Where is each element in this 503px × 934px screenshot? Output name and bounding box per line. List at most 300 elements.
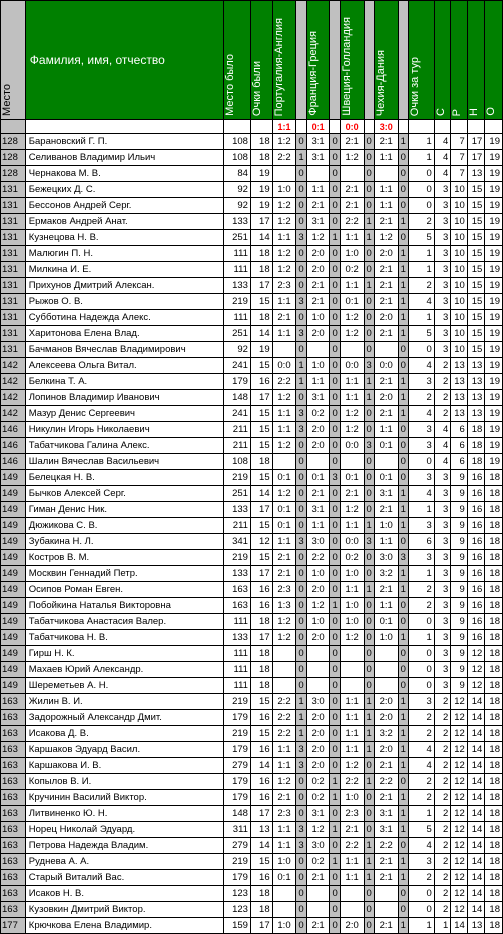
match-4-points-cell: 0	[398, 470, 408, 486]
tour-points-cell: 2	[408, 870, 434, 886]
match-2-cell: 2:1	[306, 294, 330, 310]
place-cell: 163	[1, 822, 26, 838]
n-cell: 14	[467, 854, 485, 870]
o-cell: 19	[485, 342, 503, 358]
prev-place-cell: 159	[224, 918, 251, 934]
place-cell: 163	[1, 726, 26, 742]
match-2-points-cell: 0	[330, 262, 340, 278]
match-2-points-cell: 0	[330, 534, 340, 550]
match-4-cell: 2:1	[374, 870, 398, 886]
o-cell: 19	[485, 182, 503, 198]
c-cell: 2	[434, 374, 451, 390]
prev-place-cell: 111	[224, 246, 251, 262]
match-1-result: 1:1	[272, 120, 296, 134]
prev-points-cell: 12	[250, 534, 272, 550]
n-cell: 13	[467, 918, 485, 934]
match-3-points-cell: 0	[364, 246, 374, 262]
prev-points-cell: 15	[250, 726, 272, 742]
match-3-cell: 0:2	[340, 262, 364, 278]
match-3-cell: 1:1	[340, 710, 364, 726]
name-cell: Кузовкин Дмитрий Виктор.	[25, 902, 223, 918]
match-4-points-cell: 0	[398, 438, 408, 454]
place-cell: 146	[1, 454, 26, 470]
table-row	[1, 614, 503, 630]
match-3-cell	[340, 886, 364, 902]
match-4-cell	[374, 454, 398, 470]
n-cell: 18	[467, 454, 485, 470]
match-4-cell: 1:1	[374, 182, 398, 198]
table-row	[1, 806, 503, 822]
table-row	[1, 534, 503, 550]
match-1-cell	[272, 678, 296, 694]
match-4-cell	[374, 342, 398, 358]
place-cell: 131	[1, 294, 26, 310]
match-4-points-cell: 1	[398, 294, 408, 310]
prev-points-cell: 18	[250, 902, 272, 918]
tour-points-cell: 3	[408, 470, 434, 486]
c-cell: 3	[434, 566, 451, 582]
match-3-cell: 0:0	[340, 358, 364, 374]
prev-place-cell: 179	[224, 710, 251, 726]
tour-points-cell: 4	[408, 758, 434, 774]
prev-place-cell: 219	[224, 550, 251, 566]
tour-points-cell: 4	[408, 838, 434, 854]
table-row	[1, 182, 503, 198]
r-cell: 9	[451, 502, 468, 518]
o-cell: 18	[485, 918, 503, 934]
c-cell: 2	[434, 870, 451, 886]
match-3-cell: 1:1	[340, 374, 364, 390]
match-4-cell: 3:2	[374, 566, 398, 582]
match-4-cell: 2:1	[374, 854, 398, 870]
match-4-cell: 2:1	[374, 214, 398, 230]
n-cell: 16	[467, 630, 485, 646]
match-2-cell	[306, 646, 330, 662]
table-row	[1, 742, 503, 758]
n-cell: 14	[467, 758, 485, 774]
match-4-points-cell: 0	[398, 342, 408, 358]
match-4-cell: 0:0	[374, 358, 398, 374]
r-cell: 13	[451, 358, 468, 374]
n-cell: 13	[467, 374, 485, 390]
match-1-points-cell: 1	[296, 710, 306, 726]
c-cell: 3	[434, 342, 451, 358]
prev-place-cell: 108	[224, 150, 251, 166]
o-cell: 19	[485, 294, 503, 310]
match-2-points-cell: 3	[330, 470, 340, 486]
tour-points-cell: 3	[408, 550, 434, 566]
prev-place-cell: 179	[224, 774, 251, 790]
table-row	[1, 582, 503, 598]
o-cell: 18	[485, 774, 503, 790]
match-4-cell: 1:1	[374, 534, 398, 550]
n-cell: 16	[467, 598, 485, 614]
name-cell: Руднева А. А.	[25, 854, 223, 870]
match-1-points-cell: 0	[296, 630, 306, 646]
r-cell: 6	[451, 422, 468, 438]
match-2-points-cell: 1	[330, 854, 340, 870]
match-2-cell: 0:1	[306, 470, 330, 486]
n-cell: 14	[467, 822, 485, 838]
prev-place-cell: 163	[224, 598, 251, 614]
match-2-cell: 3:0	[306, 534, 330, 550]
match-3-cell: 2:1	[340, 822, 364, 838]
name-cell: Прихунов Дмитрий Алексан.	[25, 278, 223, 294]
match-4-points-cell: 3	[398, 550, 408, 566]
match-4-cell: 2:1	[374, 294, 398, 310]
prev-points-cell: 14	[250, 838, 272, 854]
tour-points-cell: 1	[408, 150, 434, 166]
name-cell: Костров В. М.	[25, 550, 223, 566]
header-n: Н	[467, 1, 485, 120]
results-gap-2	[330, 120, 340, 134]
n-cell: 16	[467, 486, 485, 502]
match-2-points-cell: 0	[330, 518, 340, 534]
place-cell: 149	[1, 646, 26, 662]
match-1-cell: 1:0	[272, 918, 296, 934]
table-row	[1, 918, 503, 934]
match-4-cell: 3:1	[374, 486, 398, 502]
prev-points-cell: 13	[250, 822, 272, 838]
place-cell: 163	[1, 710, 26, 726]
results-gap-4	[398, 120, 408, 134]
r-cell: 12	[451, 790, 468, 806]
match-1-points-cell: 3	[296, 742, 306, 758]
match-2-cell: 2:1	[306, 870, 330, 886]
name-cell: Исаков Н. В.	[25, 886, 223, 902]
match-2-points-cell: 0	[330, 182, 340, 198]
match-4-points-cell: 1	[398, 486, 408, 502]
match-2-points-cell: 0	[330, 902, 340, 918]
tour-points-cell: 1	[408, 134, 434, 150]
match-1-cell: 1:2	[272, 774, 296, 790]
place-cell: 149	[1, 566, 26, 582]
name-cell: Шереметьев А. Н.	[25, 678, 223, 694]
prev-points-cell: 16	[250, 742, 272, 758]
tour-points-cell: 2	[408, 582, 434, 598]
table-row	[1, 342, 503, 358]
place-cell: 163	[1, 838, 26, 854]
n-cell: 14	[467, 838, 485, 854]
place-cell: 177	[1, 918, 26, 934]
match-1-points-cell: 3	[296, 406, 306, 422]
match-3-points-cell: 0	[364, 470, 374, 486]
match-3-points-cell: 0	[364, 886, 374, 902]
prev-place-cell: 148	[224, 390, 251, 406]
match-2-points-cell: 0	[330, 438, 340, 454]
match-2-points-cell: 0	[330, 134, 340, 150]
tour-points-cell: 0	[408, 454, 434, 470]
match-1-points-cell: 0	[296, 646, 306, 662]
prev-points-cell: 16	[250, 598, 272, 614]
match-3-cell: 1:1	[340, 278, 364, 294]
match-1-cell: 1:2	[272, 134, 296, 150]
match-4-points-cell: 1	[398, 854, 408, 870]
n-cell: 14	[467, 870, 485, 886]
match-2-cell: 2:0	[306, 630, 330, 646]
prev-points-cell: 16	[250, 870, 272, 886]
r-cell: 9	[451, 598, 468, 614]
o-cell: 19	[485, 358, 503, 374]
prev-points-cell: 17	[250, 502, 272, 518]
r-cell: 13	[451, 374, 468, 390]
match-3-points-cell: 0	[364, 326, 374, 342]
match-3-points-cell: 0	[364, 646, 374, 662]
n-cell: 15	[467, 182, 485, 198]
match-1-cell: 1:1	[272, 406, 296, 422]
prev-points-cell: 18	[250, 310, 272, 326]
match-1-points-cell: 0	[296, 182, 306, 198]
match-1-points-cell: 0	[296, 134, 306, 150]
match-2-cell: 3:0	[306, 694, 330, 710]
match-3-cell: 1:1	[340, 694, 364, 710]
match-4-cell: 2:0	[374, 246, 398, 262]
match-2-cell: 2:0	[306, 726, 330, 742]
c-cell: 3	[434, 550, 451, 566]
c-cell: 2	[434, 406, 451, 422]
name-cell: Кузнецова Н. В.	[25, 230, 223, 246]
o-cell: 18	[485, 486, 503, 502]
tour-points-cell: 0	[408, 902, 434, 918]
c-cell: 4	[434, 150, 451, 166]
n-cell: 12	[467, 678, 485, 694]
table-row	[1, 406, 503, 422]
place-cell: 149	[1, 614, 26, 630]
match-3-points-cell: 0	[364, 806, 374, 822]
place-cell: 131	[1, 246, 26, 262]
match-4-cell: 2:1	[374, 262, 398, 278]
table-row	[1, 774, 503, 790]
tour-points-cell: 3	[408, 854, 434, 870]
o-cell: 18	[485, 838, 503, 854]
c-cell: 3	[434, 534, 451, 550]
table-row	[1, 198, 503, 214]
match-2-cell: 3:1	[306, 806, 330, 822]
match-4-points-cell: 1	[398, 374, 408, 390]
table-row	[1, 854, 503, 870]
tour-points-cell: 1	[408, 566, 434, 582]
match-1-points-cell: 3	[296, 758, 306, 774]
name-cell: Барановский Г. П.	[25, 134, 223, 150]
match-4-cell	[374, 886, 398, 902]
place-cell: 131	[1, 310, 26, 326]
match-1-points-cell: 0	[296, 790, 306, 806]
match-1-cell: 2:3	[272, 582, 296, 598]
match-2-cell: 3:1	[306, 390, 330, 406]
prev-points-cell: 18	[250, 150, 272, 166]
o-cell: 18	[485, 710, 503, 726]
prev-points-cell: 18	[250, 454, 272, 470]
match-1-cell: 1:2	[272, 614, 296, 630]
match-1-points-cell: 0	[296, 454, 306, 470]
match-1-points-cell: 0	[296, 566, 306, 582]
prev-place-cell: 92	[224, 182, 251, 198]
match-4-cell: 2:1	[374, 918, 398, 934]
place-cell: 163	[1, 742, 26, 758]
prev-place-cell: 219	[224, 854, 251, 870]
match-4-points-cell: 1	[398, 390, 408, 406]
match-4-cell	[374, 646, 398, 662]
match-1-cell: 1:1	[272, 326, 296, 342]
match-3-points-cell: 0	[364, 486, 374, 502]
tour-points-cell: 2	[408, 790, 434, 806]
match-3-points-cell: 0	[364, 406, 374, 422]
match-1-points-cell: 0	[296, 470, 306, 486]
header-match-2-points	[330, 1, 340, 120]
match-1-points-cell: 0	[296, 486, 306, 502]
prev-place-cell: 179	[224, 374, 251, 390]
tour-points-cell: 4	[408, 742, 434, 758]
r-cell: 9	[451, 582, 468, 598]
r-cell: 9	[451, 566, 468, 582]
table-row	[1, 886, 503, 902]
match-3-points-cell: 1	[364, 230, 374, 246]
match-2-cell: 1:0	[306, 614, 330, 630]
match-3-points-cell: 0	[364, 918, 374, 934]
match-4-points-cell: 0	[398, 230, 408, 246]
o-cell: 18	[485, 630, 503, 646]
match-1-cell: 0:1	[272, 870, 296, 886]
table-row	[1, 486, 503, 502]
match-4-points-cell: 0	[398, 886, 408, 902]
match-3-points-cell: 1	[364, 214, 374, 230]
place-cell: 163	[1, 806, 26, 822]
match-2-cell: 2:0	[306, 742, 330, 758]
c-cell: 2	[434, 774, 451, 790]
name-cell: Белецкая Н. В.	[25, 470, 223, 486]
r-cell: 12	[451, 886, 468, 902]
match-2-cell: 1:1	[306, 182, 330, 198]
place-cell: 131	[1, 326, 26, 342]
match-4-cell: 2:1	[374, 502, 398, 518]
tour-points-cell: 3	[408, 694, 434, 710]
o-cell: 18	[485, 502, 503, 518]
match-3-points-cell: 0	[364, 150, 374, 166]
place-cell: 149	[1, 662, 26, 678]
match-3-points-cell: 3	[364, 358, 374, 374]
tour-points-cell: 1	[408, 262, 434, 278]
o-cell: 18	[485, 566, 503, 582]
match-3-cell: 1:2	[340, 406, 364, 422]
prev-points-cell: 17	[250, 630, 272, 646]
table-row	[1, 310, 503, 326]
name-cell: Рыжов О. В.	[25, 294, 223, 310]
c-cell: 3	[434, 630, 451, 646]
match-3-points-cell: 1	[364, 518, 374, 534]
place-cell: 131	[1, 262, 26, 278]
name-cell: Исакова Д. В.	[25, 726, 223, 742]
prev-place-cell: 211	[224, 438, 251, 454]
table-row	[1, 550, 503, 566]
match-1-points-cell: 0	[296, 278, 306, 294]
match-4-cell: 0:1	[374, 470, 398, 486]
prev-place-cell: 179	[224, 790, 251, 806]
match-3-cell: 1:2	[340, 758, 364, 774]
match-1-cell: 1:2	[272, 438, 296, 454]
n-cell: 14	[467, 742, 485, 758]
match-1-cell	[272, 902, 296, 918]
match-1-points-cell: 0	[296, 870, 306, 886]
prev-place-cell: 279	[224, 838, 251, 854]
match-4-points-cell: 0	[398, 198, 408, 214]
match-2-points-cell: 0	[330, 582, 340, 598]
prev-points-cell: 15	[250, 422, 272, 438]
c-cell: 3	[434, 662, 451, 678]
match-3-cell: 1:0	[340, 598, 364, 614]
place-cell: 146	[1, 422, 26, 438]
match-3-points-cell: 3	[364, 534, 374, 550]
o-cell: 18	[485, 598, 503, 614]
tour-points-cell: 3	[408, 374, 434, 390]
prev-place-cell: 92	[224, 342, 251, 358]
r-cell: 9	[451, 550, 468, 566]
c-cell: 3	[434, 678, 451, 694]
place-cell: 163	[1, 902, 26, 918]
tour-points-cell: 6	[408, 534, 434, 550]
place-cell: 131	[1, 182, 26, 198]
match-2-cell	[306, 166, 330, 182]
c-cell: 2	[434, 806, 451, 822]
header-match-4-points	[398, 1, 408, 120]
match-1-points-cell: 0	[296, 854, 306, 870]
match-3-cell: 1:0	[340, 614, 364, 630]
match-4-points-cell: 1	[398, 278, 408, 294]
match-3-cell	[340, 662, 364, 678]
name-cell: Субботина Надежда Алекс.	[25, 310, 223, 326]
match-3-points-cell: 0	[364, 614, 374, 630]
match-2-cell: 1:0	[306, 310, 330, 326]
match-3-cell: 0:1	[340, 294, 364, 310]
name-cell: Петрова Надежда Владим.	[25, 838, 223, 854]
c-cell: 2	[434, 694, 451, 710]
c-cell: 2	[434, 358, 451, 374]
name-cell: Бычков Алексей Серг.	[25, 486, 223, 502]
c-cell: 4	[434, 134, 451, 150]
prev-place-cell: 111	[224, 646, 251, 662]
match-2-points-cell: 0	[330, 630, 340, 646]
prev-points-cell: 19	[250, 198, 272, 214]
match-2-cell: 2:0	[306, 438, 330, 454]
match-1-cell: 2:2	[272, 374, 296, 390]
prev-place-cell: 148	[224, 806, 251, 822]
n-cell: 18	[467, 422, 485, 438]
tour-points-cell: 1	[408, 918, 434, 934]
match-1-cell: 1:2	[272, 214, 296, 230]
match-4-points-cell: 0	[398, 614, 408, 630]
o-cell: 19	[485, 438, 503, 454]
place-cell: 131	[1, 198, 26, 214]
prev-place-cell: 219	[224, 726, 251, 742]
results-prev-points-cell	[250, 120, 272, 134]
match-1-cell: 0:1	[272, 502, 296, 518]
match-2-cell: 1:0	[306, 566, 330, 582]
c-cell: 3	[434, 486, 451, 502]
match-4-cell: 2:2	[374, 838, 398, 854]
o-cell: 18	[485, 822, 503, 838]
table-row	[1, 150, 503, 166]
r-cell: 12	[451, 726, 468, 742]
r-cell: 12	[451, 742, 468, 758]
table-row	[1, 374, 503, 390]
tour-points-cell: 5	[408, 822, 434, 838]
c-cell: 3	[434, 518, 451, 534]
o-cell: 19	[485, 374, 503, 390]
n-cell: 14	[467, 774, 485, 790]
match-2-result: 0:1	[306, 120, 330, 134]
prev-points-cell: 17	[250, 390, 272, 406]
prev-place-cell: 111	[224, 310, 251, 326]
prev-place-cell: 251	[224, 326, 251, 342]
